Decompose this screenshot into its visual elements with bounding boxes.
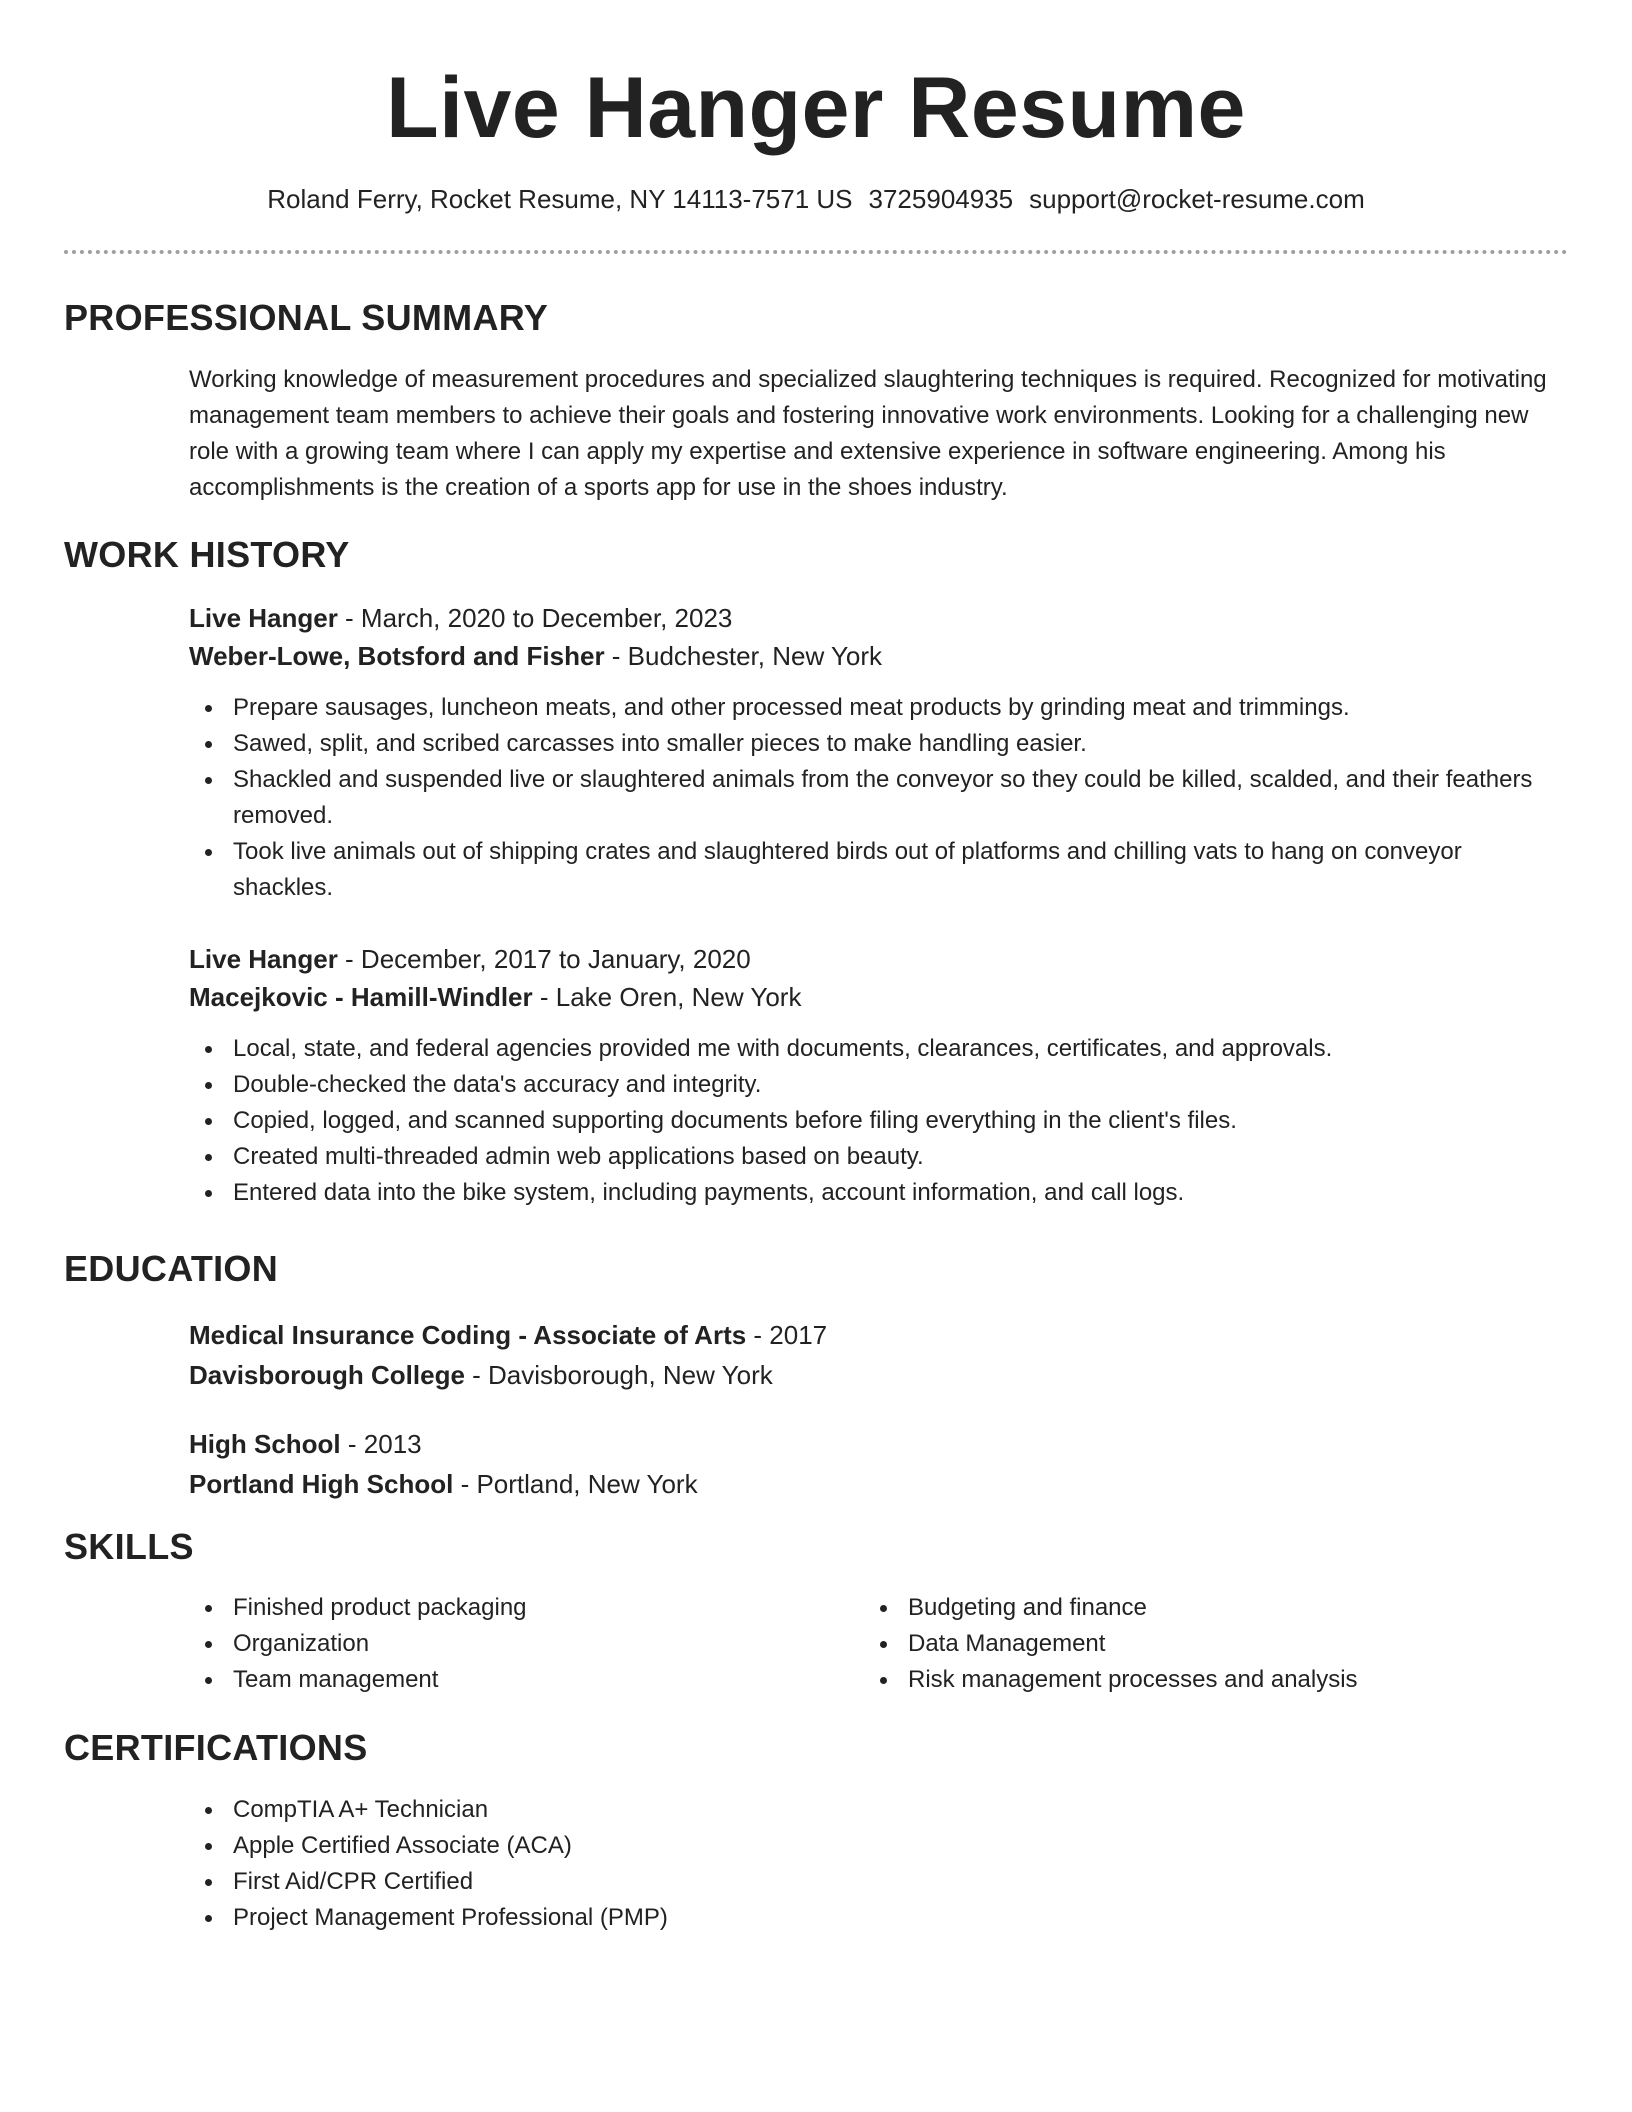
list-item: Created multi-threaded admin web applications based on beauty. xyxy=(189,1139,1549,1175)
list-item: Double-checked the data's accuracy and integrity. xyxy=(189,1067,1549,1103)
job-bullets xyxy=(189,690,1549,906)
list-item: Data Management xyxy=(864,1626,1504,1662)
contact-address: Roland Ferry, Rocket Resume, NY 14113-7571 US xyxy=(267,184,853,214)
list-item: Sawed, split, and scribed carcasses into smaller pieces to make handling easier. xyxy=(189,726,1549,762)
job-location: - Budchester, New York xyxy=(604,641,883,671)
job-entry xyxy=(189,940,1549,1016)
education-entry xyxy=(189,1315,1549,1395)
job-title-line xyxy=(189,599,1549,637)
list-item: Organization xyxy=(189,1626,829,1662)
job-entry xyxy=(189,599,1549,675)
page-title: Live Hanger Resume xyxy=(386,60,1246,156)
education-school: Portland High School xyxy=(189,1469,454,1499)
header-divider xyxy=(64,250,1568,254)
summary-text: Working knowledge of measurement procedures and specialized slaughtering techniques is required. Recognized for motivating management team members to achieve their goals and fostering innovative work environments. Looking for a challenging new role with a growing team where I can apply my expertise and extensive experience in software engineering. Among his accomplishments is the creation of a sports app for use in the shoes industry. xyxy=(189,366,1547,501)
education-year: - 2013 xyxy=(340,1429,422,1459)
skills-heading: SKILLS xyxy=(64,1526,194,1567)
education-degree: High School xyxy=(189,1429,341,1459)
work-history-heading: WORK HISTORY xyxy=(64,534,350,575)
list-item: Copied, logged, and scanned supporting documents before filing everything in the client's files. xyxy=(189,1103,1549,1139)
job-dates: - March, 2020 to December, 2023 xyxy=(337,603,733,633)
job-company-line xyxy=(189,978,1549,1016)
list-item: Project Management Professional (PMP) xyxy=(189,1900,1549,1936)
education-location: - Davisborough, New York xyxy=(464,1360,773,1390)
list-item: Took live animals out of shipping crates and slaughtered birds out of platforms and chilling vats to hang on conveyor shackles. xyxy=(189,834,1549,906)
job-dates: - December, 2017 to January, 2020 xyxy=(337,944,751,974)
job-title-line xyxy=(189,940,1549,978)
job-company-line xyxy=(189,637,1549,675)
list-item: Shackled and suspended live or slaughtered animals from the conveyor so they could be killed, scalded, and their feathers removed. xyxy=(189,762,1549,834)
summary-heading: PROFESSIONAL SUMMARY xyxy=(64,297,549,338)
certifications-list xyxy=(189,1792,1549,1936)
education-heading: EDUCATION xyxy=(64,1248,279,1289)
job-company: Macejkovic - Hamill-Windler xyxy=(189,982,533,1012)
job-company: Weber-Lowe, Botsford and Fisher xyxy=(189,641,605,671)
education-year: - 2017 xyxy=(746,1320,828,1350)
list-item: First Aid/CPR Certified xyxy=(189,1864,1549,1900)
list-item: Finished product packaging xyxy=(189,1590,829,1626)
education-location: - Portland, New York xyxy=(453,1469,698,1499)
education-school-line xyxy=(189,1464,1549,1504)
contact-line xyxy=(0,181,1632,217)
list-item: Budgeting and finance xyxy=(864,1590,1504,1626)
list-item: Team management xyxy=(189,1662,829,1698)
skills-list-right xyxy=(864,1590,1504,1698)
list-item: Entered data into the bike system, including payments, account information, and call logs. xyxy=(189,1175,1549,1211)
list-item: Local, state, and federal agencies provided me with documents, clearances, certificates, and approvals. xyxy=(189,1031,1549,1067)
job-title: Live Hanger xyxy=(189,944,338,974)
education-school: Davisborough College xyxy=(189,1360,465,1390)
list-item: Risk management processes and analysis xyxy=(864,1662,1504,1698)
education-entry xyxy=(189,1424,1549,1504)
education-degree-line xyxy=(189,1424,1549,1464)
education-degree: Medical Insurance Coding - Associate of Arts xyxy=(189,1320,747,1350)
job-title: Live Hanger xyxy=(189,603,338,633)
job-location: - Lake Oren, New York xyxy=(532,982,802,1012)
certifications-heading: CERTIFICATIONS xyxy=(64,1727,368,1768)
list-item: CompTIA A+ Technician xyxy=(189,1792,1549,1828)
job-bullets xyxy=(189,1031,1549,1211)
education-degree-line xyxy=(189,1315,1549,1355)
education-school-line xyxy=(189,1355,1549,1395)
skills-list-left xyxy=(189,1590,829,1698)
contact-phone: 3725904935 xyxy=(868,184,1014,214)
list-item: Apple Certified Associate (ACA) xyxy=(189,1828,1549,1864)
contact-email: support@rocket-resume.com xyxy=(1029,184,1365,214)
list-item: Prepare sausages, luncheon meats, and other processed meat products by grinding meat and trimmings. xyxy=(189,690,1549,726)
